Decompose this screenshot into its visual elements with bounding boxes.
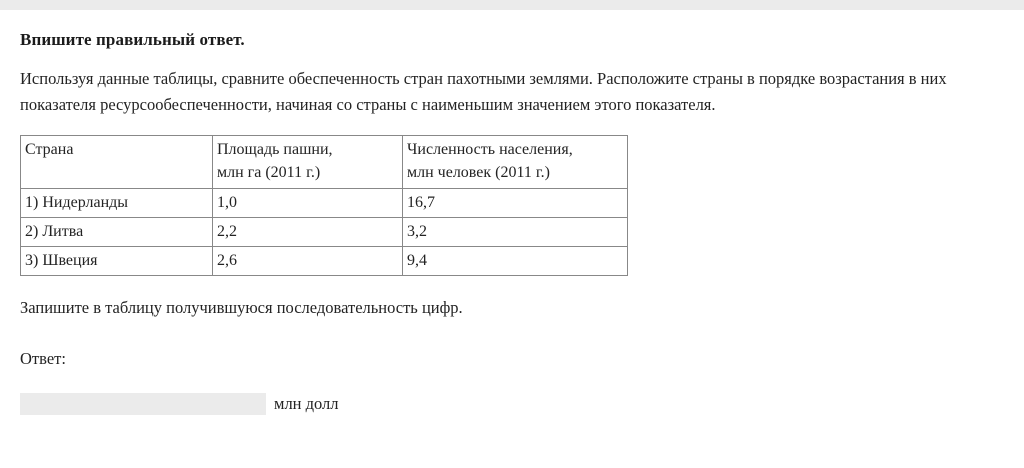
task-instruction: Используя данные таблицы, сравните обеспеченность стран пахотными землями. Расположите страны в порядке возрастания в них показателя ресурсообеспеченности, начиная со страны с наименьшим значением этого показателя. [20,69,947,114]
header-population-line2: млн человек (2011 г.) [407,164,550,182]
table-header-cell-population [403,136,628,188]
cell-country: 3) Швеция [21,246,213,275]
top-band [0,0,1024,10]
resource-table [20,135,628,276]
answer-label: Ответ: [20,348,66,368]
cell-arable: 2,6 [213,246,403,275]
table-row [21,188,628,217]
task-followup-text: Запишите в таблицу получившуюся последовательность цифр. [20,298,463,318]
header-arable-line1: Площадь пашни, [217,141,333,159]
table-header-cell-country [21,136,213,188]
answer-unit-label: млн долл [274,393,339,413]
page-title: Впишите правильный ответ. [20,30,245,49]
answer-row [20,393,1004,415]
cell-arable: 1,0 [213,188,403,217]
table-row [21,246,628,275]
table-header-cell-arable [213,136,403,188]
cell-population: 3,2 [403,217,628,246]
cell-country: 1) Нидерланды [21,188,213,217]
header-arable-line2: млн га (2011 г.) [217,164,321,182]
table-row [21,217,628,246]
table-header-row [21,136,628,188]
cell-arable: 2,2 [213,217,403,246]
cell-country: 2) Литва [21,217,213,246]
answer-input[interactable] [20,393,266,415]
header-country-line1: Страна [25,141,74,159]
document-page [0,10,1024,415]
cell-population: 9,4 [403,246,628,275]
header-population-line1: Численность населения, [407,141,573,159]
cell-population: 16,7 [403,188,628,217]
